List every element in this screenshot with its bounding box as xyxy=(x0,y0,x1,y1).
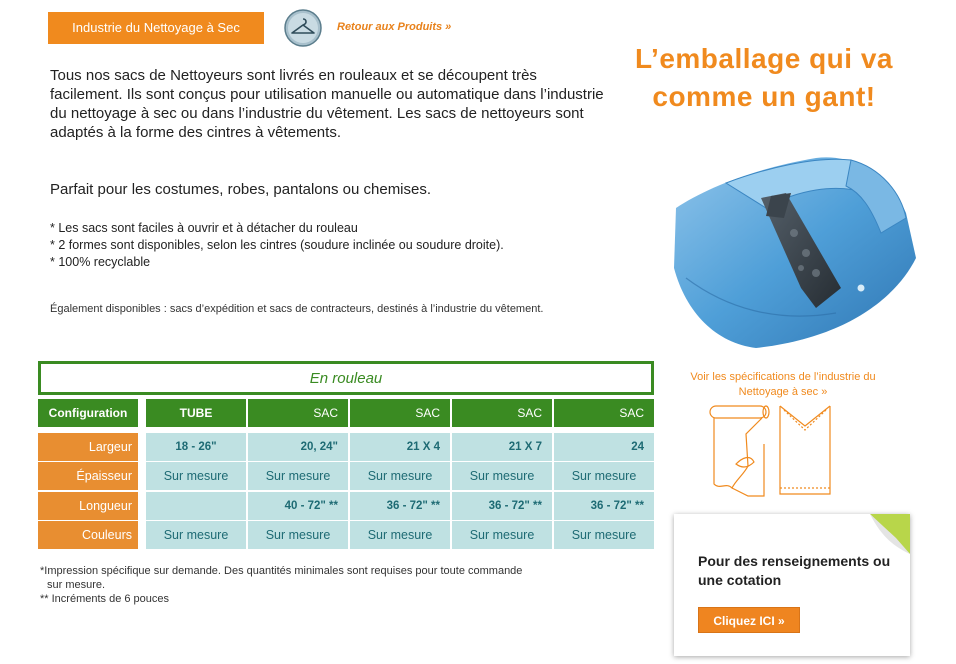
footnote-line: *Impression spécifique sur demande. Des quantités minimales sont requises pour toute commande xyxy=(40,565,523,577)
column-header: TUBE xyxy=(146,399,246,427)
table-cell: 21 X 4 xyxy=(350,433,450,461)
industry-tab-button[interactable]: Industrie du Nettoyage à Sec xyxy=(48,12,264,44)
column-header: SAC xyxy=(452,399,552,427)
feature-bullet: * 100% recyclable xyxy=(50,255,151,269)
table-cell: Sur mesure xyxy=(350,462,450,490)
feature-bullet: * Les sacs sont faciles à ouvrir et à détacher du rouleau xyxy=(50,221,358,235)
specifications-link[interactable]: Voir les spécifications de l’industrie du Nettoyage à sec » xyxy=(690,371,876,398)
row-label-largeur: Largeur xyxy=(38,433,138,461)
feature-bullet: * 2 formes sont disponibles, selon les cintres (soudure inclinée ou soudure droite). xyxy=(50,238,504,252)
intro-paragraph: Tous nos sacs de Nettoyeurs sont livrés en rouleaux et se découpent très facilement. Ils sont conçus pour utilisation manuelle ou automatique dans l’industrie du nettoyage à sec ou dans l’industrie du vêtement. Les sacs de nettoyeurs sont adaptés à la forme des cintres à vêtements. xyxy=(50,67,604,141)
quote-request-box xyxy=(674,514,910,656)
feature-bullet-list xyxy=(50,220,504,271)
table-cell: Sur mesure xyxy=(350,521,450,549)
row-label-epaisseur: Épaisseur xyxy=(38,462,138,490)
hanger-icon[interactable] xyxy=(284,9,322,47)
configuration-header: Configuration xyxy=(38,399,138,427)
column-header: SAC xyxy=(248,399,348,427)
footnotes xyxy=(40,564,522,606)
table-cell: Sur mesure xyxy=(248,521,348,549)
also-available-text: Également disponibles : sacs d’expédition et sacs de contracteurs, destinés à l’industrie du vêtement. xyxy=(50,303,544,315)
slogan-heading: L’emballage qui va comme un gant! xyxy=(635,43,893,112)
table-cell: Sur mesure xyxy=(554,521,654,549)
table-cell: Sur mesure xyxy=(146,462,246,490)
table-cell: 21 X 7 xyxy=(452,433,552,461)
table-cell: Sur mesure xyxy=(248,462,348,490)
table-cell: Sur mesure xyxy=(554,462,654,490)
table-cell: 18 - 26" xyxy=(146,433,246,461)
table-cell: 24 xyxy=(554,433,654,461)
table-cell xyxy=(146,492,246,520)
table-cell: 40 - 72" ** xyxy=(248,492,348,520)
table-title: En rouleau xyxy=(38,361,654,395)
table-cell: 36 - 72" ** xyxy=(452,492,552,520)
footnote-line: sur mesure. xyxy=(47,579,106,591)
table-cell: 36 - 72" ** xyxy=(554,492,654,520)
column-header: SAC xyxy=(350,399,450,427)
intro-usage-paragraph: Parfait pour les costumes, robes, pantalons ou chemises. xyxy=(50,181,432,198)
row-label-longueur: Longueur xyxy=(38,492,138,520)
bag-roll-diagram xyxy=(706,404,836,500)
footnote-line: ** Incréments de 6 pouces xyxy=(40,593,170,605)
quote-request-text: Pour des renseignements ou une cotation xyxy=(698,553,891,588)
blue-shirt-image xyxy=(666,138,926,358)
back-to-products-link[interactable]: Retour aux Produits » xyxy=(337,21,452,33)
table-cell: 20, 24" xyxy=(248,433,348,461)
table-cell: 36 - 72" ** xyxy=(350,492,450,520)
page-curl-decoration xyxy=(870,514,910,554)
table-cell: Sur mesure xyxy=(452,521,552,549)
table-cell: Sur mesure xyxy=(146,521,246,549)
table-cell: Sur mesure xyxy=(452,462,552,490)
click-here-button[interactable]: Cliquez ICI » xyxy=(698,607,800,633)
column-header: SAC xyxy=(554,399,654,427)
row-label-couleurs: Couleurs xyxy=(38,521,138,549)
